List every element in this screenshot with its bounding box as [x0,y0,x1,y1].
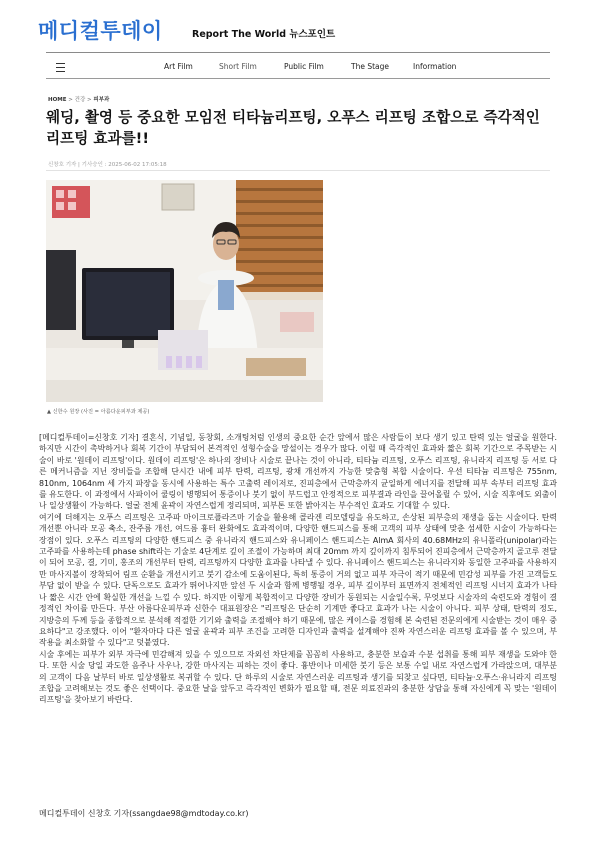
breadcrumb-home[interactable]: HOME [48,97,67,103]
breadcrumb-separator: > [87,97,92,103]
title-divider [46,170,550,171]
article-photo [46,180,323,402]
breadcrumb-health[interactable]: 건강 [74,97,86,103]
nav-item-information[interactable]: Information [413,62,457,71]
nav-item-public-film[interactable]: Public Film [284,62,324,71]
breadcrumb [48,95,109,103]
header-divider [46,52,550,53]
site-logo[interactable]: 메디컬투데이 [38,19,163,43]
article-byline: 메디컬투데이 신창호 기자(ssangdae98@mdtoday.co.kr) [39,809,249,818]
article-body [39,432,557,706]
article-paragraph: 시술 후에는 피부가 외부 자극에 민감해져 있을 수 있으므로 자외선 차단제를 꼼꼼히 사용하고, 충분한 보습과 수분 섭취를 통해 피부 재생을 도와야 한다. 또한 시술 당일 과도한 음주나 사우나, 강한 마사지는 피하는 것이 좋다. 흉반이나 미세한 붓기 등은 보통 수일 내로 자연스럽게 가라앉으며, 대부분의 고객이 다음 날부터 바로 일상생활로 복귀할 수 있다. 단 하루의 시술로 자연스러운 리프팅과 생기를 되찾고 싶다면, 티타늄·오푸스·유니라지 리프팅 조합을 고려해보는 것도 좋은 선택이다. 중요한 날을 앞두고 즉각적인 변화가 필요할 때, 전문 의료진과의 충분한 상담을 통해 자신에게 꼭 맞는 '원데이 리프팅'을 찾아보기 바란다. [39,649,557,705]
site-tagline: Report The World 뉴스포인트 [192,29,336,40]
article-title: 웨딩, 촬영 등 중요한 모임전 티타늄리프팅, 오푸스 리프팅 조합으로 즉각적인 리프팅 효과를!! [46,109,540,147]
article-meta: 신창호 기자 | 기사승인 : 2025-06-02 17:05:18 [48,162,167,168]
breadcrumb-separator: > [68,97,73,103]
nav-item-short-film[interactable]: Short Film [219,62,257,71]
photo-caption: ▲ 신한수 원장 (사진 = 아름다운피부과 제공) [47,409,150,415]
article-paragraph: [메디컬투데이=신창호 기자] 결혼식, 기념일, 동창회, 소개팅처럼 인생의 중요한 순간 앞에서 많은 사람들이 보다 생기 있고 탄력 있는 얼굴을 원한다. 하지만 시간이 촉박하거나 회복 기간이 부담되어 본격적인 성형수술을 망설이는 경우가 많다. 이럴 때 즉각적인 효과와 짧은 회복 기간으로 주목받는 시술이 바로 '원데이 리프팅'이다. 원데이 리프팅'은 하나의 장비나 시술로 끝나는 것이 아니라, 티타늄 리프팅, 오푸스 리프팅, 유니라지 리프팅 등 서로 다른 메커니즘을 지닌 장비들을 조합해 단시간 내에 피부 탄력, 리프팅, 광채 개선까지 가능한 맞춤형 복합 시술이다. 우선 티타늄 리프팅은 755nm, 810nm, 1064nm 세 가지 파장을 동시에 사용하는 특수 고출력 레이저로, 진피층에서 근막층까지 균일하게 에너지를 전달해 피부 속부터 리프팅 효과를 유도한다. 이 과정에서 사파이어 쿨링이 병행되어 통증이나 붓기 없이 부드럽고 안정적으로 피부결과 라인을 끌어올릴 수 있어, 시술 직후에도 외출이나 일상생활이 가능하다. 얼굴 전체 윤곽이 자연스럽게 정리되며, 피부톤 또한 밝아지는 부수적인 효과도 기대할 수 있다. [39,433,557,511]
nav-item-the-stage[interactable]: The Stage [351,62,390,71]
breadcrumb-dermatology[interactable]: 피부과 [93,97,110,103]
nav-divider [46,78,550,79]
article-paragraph: 여기에 더해지는 오푸스 리프팅은 고주파 마이크로플라즈마 기술을 활용해 콜라겐 리모델링을 유도하고, 손상된 피부층의 재생을 돕는 시술이다. 탄력 개선뿐 아니라 모공 축소, 잔주름 개선, 여드름 흉터 완화에도 효과적이며, 다양한 핸드피스를 통해 고객의 피부 상태에 맞춘 섬세한 시술이 가능하다는 장점이 있다. 오푸스 리프팅의 다양한 핸드피스 중 유니라지 핸드피스와 유니페이스 핸드피스는 AlmA 회사의 40.68MHz의 유니폴라(unipolar)라는 고주파를 사용하는데 phase shift라는 기술로 4단계로 깊이 조절이 가능하며 최대 20mm 까지 깊이까지 침투되어 진피층에서 근막층까지 골고루 전달이 되어 모공, 결, 기미, 홍조의 개선부터 탄력, 리프팅까지 다양한 효과를 나타낼 수 있다. 유니페이스 핸드피스는 유니라지와 동일한 고주파를 사용하지만 마사지볼이 장착되어 림프 순환을 개선시키고 붓기 감소에 도움이된다, 특히 통증이 거의 없고 피부 자극이 적기 때문에 민감성 피부를 가진 고객들도 부담 없이 받을 수 있다. 단독으로도 효과가 뛰어나지만 앞선 두 시술과 함께 병행될 경우, 피부 깊이부터 표면까지 전체적인 리프팅 시너지 효과가 나타나 짧은 시간 안에 확실한 개선을 느낄 수 있다. 하지만 이렇게 복합적이고 다양한 장비가 동원되는 시술일수록, 무엇보다 시술자의 숙련도와 경험이 결정적인 차이를 만든다. 부산 아름다운피부과 신한수 대표원장은 "리프팅은 단순히 기계만 좋다고 효과가 나는 시술이 아니다. 피부 상태, 탄력의 정도, 지방층의 두께 등을 종합적으로 분석해 적절한 기기와 출력을 조절해야 하기 때문에, 많은 케이스를 경험해 본 숙련된 전문의에게 시술받는 것이 매우 중요하다"고 강조했다. 이어 "환자마다 다른 얼굴 윤곽과 피부 조건을 고려한 디자인과 출력을 설계해야 진짜 자연스러운 리프팅 효과를 볼 수 있으며, 부작용을 최소화할 수 있다"고 덧붙였다. [39,512,557,648]
menu-icon[interactable] [56,63,65,72]
nav-item-art-film[interactable]: Art Film [164,62,193,71]
